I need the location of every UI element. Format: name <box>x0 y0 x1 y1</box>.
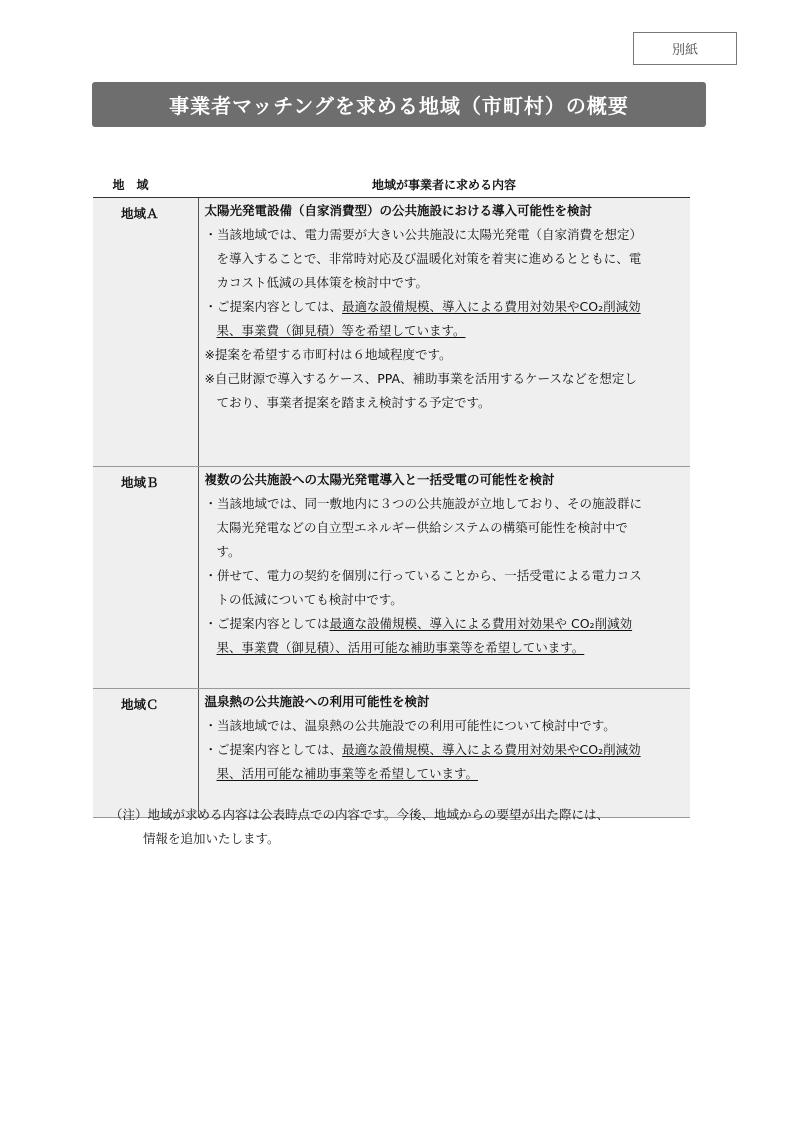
footnote <box>110 803 609 851</box>
region-content <box>198 689 690 818</box>
content-line: 太陽光発電などの自立型エネルギー供給システムの構築可能性を検討中で <box>216 520 628 535</box>
underlined-request: 果、活用可能な補助事業等を希望しています。 <box>216 766 479 781</box>
footnote-line-1: （注）地域が求める内容は公表時点での内容です。今後、地域からの要望が出た際には、 <box>110 807 610 822</box>
content-line: カコスト低減の具体策を検討中です。 <box>216 275 429 290</box>
table-row <box>93 198 690 467</box>
content-line: ※自己財源で導入するケース、PPA、補助事業を活用するケースなどを想定し <box>204 371 637 386</box>
content-line: ており、事業者提案を踏まえ検討する予定です。 <box>216 395 491 410</box>
content-line <box>205 762 681 786</box>
content-line: す。 <box>216 544 241 559</box>
content-line: ・当該地域では、電力需要が大きい公共施設に太陽光発電（自家消費を想定） <box>204 227 643 242</box>
underlined-request: 果、事業費（御見積）、活用可能な補助事業等を希望しています。 <box>216 640 585 655</box>
table-row <box>93 689 690 818</box>
content-heading: 太陽光発電設備（自家消費型）の公共施設における導入可能性を検討 <box>204 203 593 218</box>
content-line: ・当該地域では、温泉熱の公共施設での利用可能性について検討中です。 <box>204 718 616 733</box>
underlined-request: 最適な設備規模、導入による費用対効果やCO₂削減効 <box>342 742 641 757</box>
content-heading: 温泉熱の公共施設への利用可能性を検討 <box>204 694 430 709</box>
content-heading: 複数の公共施設への太陽光発電導入と一括受電の可能性を検討 <box>204 472 555 487</box>
underlined-request: 最適な設備規模、導入による費用対効果やCO₂削減効 <box>342 299 641 314</box>
region-name: 地域Ｂ <box>93 467 198 689</box>
content-line: を導入することで、非常時対応及び温暖化対策を着実に進めるとともに、電 <box>216 251 642 266</box>
region-content <box>198 467 690 689</box>
table-header-row <box>93 172 690 198</box>
content-lead: ・ご提案内容としては、 <box>204 742 343 757</box>
content-line: ※提案を希望する市町村は６地域程度です。 <box>204 347 452 362</box>
content-line <box>205 319 681 343</box>
content-lead: ・ご提案内容としては、 <box>204 299 343 314</box>
footnote-line-2: 情報を追加いたします。 <box>143 831 280 846</box>
region-column-header: 地 域 <box>93 172 198 198</box>
content-line <box>205 612 681 636</box>
page-title: 事業者マッチングを求める地域（市町村）の概要 <box>92 82 706 127</box>
underlined-request: 最適な設備規模、導入による費用対効果や CO₂削減効 <box>329 616 633 631</box>
underlined-request: 果、事業費（御見積）等を希望しています。 <box>216 323 466 338</box>
region-content <box>198 198 690 467</box>
table-row <box>93 467 690 689</box>
content-column-header: 地域が事業者に求める内容 <box>198 172 690 198</box>
content-line <box>205 738 681 762</box>
attachment-label: 別紙 <box>633 32 737 65</box>
region-name: 地域Ａ <box>93 198 198 467</box>
content-lead: ・ご提案内容としては <box>204 616 330 631</box>
region-name: 地域Ｃ <box>93 689 198 818</box>
content-line: トの低減についても検討中です。 <box>216 592 403 607</box>
content-line <box>205 295 681 319</box>
content-line: ・当該地域では、同一敷地内に３つの公共施設が立地しており、その施設群に <box>204 496 643 511</box>
region-table <box>93 172 690 818</box>
content-line <box>205 636 681 660</box>
content-line: ・併せて、電力の契約を個別に行っていることから、一括受電による電力コス <box>204 568 642 583</box>
